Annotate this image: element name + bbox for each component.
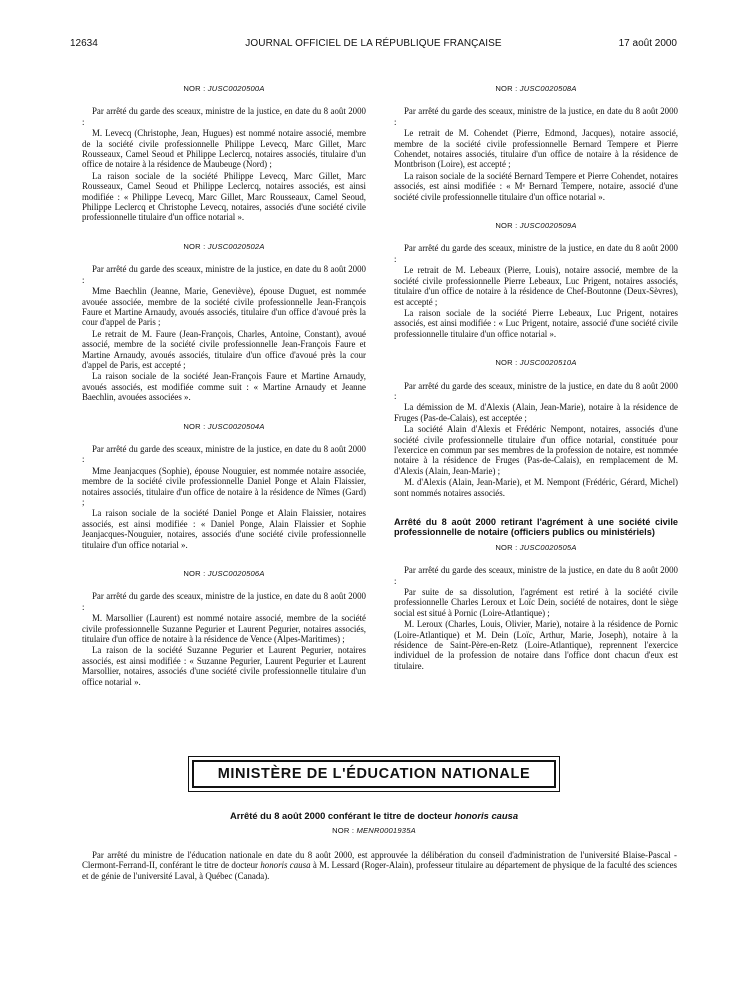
nor-code: MENR0001935A [356,826,416,835]
nor-label: NOR : [495,358,520,368]
article [394,358,678,498]
nor-reference [82,569,366,579]
paragraph: Par arrêté du garde des sceaux, ministre de la justice, en date du 8 août 2000 : [82,443,366,465]
page-number: 12634 [70,38,98,49]
journal-title: JOURNAL OFFICIEL DE LA RÉPUBLIQUE FRANÇAISE [245,38,502,49]
article [394,84,678,202]
decree-title-text: Arrêté du 8 août 2000 conférant le titre de docteur [229,810,455,821]
nor-reference [394,221,678,231]
decree-title [0,810,748,821]
paragraph: M. d'Alexis (Alain, Jean-Marie), et M. Nempont (Frédéric, Gérard, Michel) sont nommés notaires associés. [394,477,678,498]
article [82,84,366,223]
nor-code: JUSC0020504A [207,421,265,431]
nor-label: NOR : [332,826,357,835]
paragraph: La raison sociale de la société Daniel Ponge et Alain Flaissier, notaires associés, est ainsi modifiée : « Daniel Ponge, Alain Flaissier et Sophie Jeanjacques-Nouguier, notaires, associés d'une société civile professionnelle titulaire d'un office notarial ». [82,508,366,550]
paragraph: Par arrêté du garde des sceaux, ministre de la justice, en date du 8 août 2000 : [394,380,678,401]
paragraph: Par arrêté du garde des sceaux, ministre de la justice, en date du 8 août 2000 : [82,106,366,127]
decree-title: Arrêté du 8 août 2000 retirant l'agrément à une société civile professionnelle de notaire (officiers publics ou ministériels) [394,517,678,538]
issue-date: 17 août 2000 [618,38,677,49]
paragraph: La société Alain d'Alexis et Frédéric Nempont, notaires, associés d'une société civile professionnelle titulaire d'un office notarial, constituée pour l'exercice en commun par ses membres de la profession de notaire, est nommée notaire à la résidence de Fruges (Pas-de-Calais), en remplacement de M. d'Alexis (Alain, Jean-Marie) ; [394,424,678,476]
article [82,422,366,550]
decree-text-italic: honoris causa [260,860,311,871]
right-column [394,84,678,690]
paragraph: M. Levecq (Christophe, Jean, Hugues) est nommé notaire associé, membre de la société civile professionnelle Philippe Levecq, Marc Gillet, Marc Rousseaux, Camel Seoud et Philippe Leclercq, notaires associés, titulaire d'un office de notaire à la résidence de Maubeuge (Nord) ; [82,128,366,170]
paragraph: La démission de M. d'Alexis (Alain, Jean-Marie), notaire à la résidence de Fruges (Pas-de-Calais), est acceptée ; [394,402,678,423]
nor-label: NOR : [183,84,208,93]
page-header [70,38,677,52]
paragraph: Mme Jeanjacques (Sophie), épouse Nouguier, est nommée notaire associée, membre de la société civile professionnelle Daniel Ponge et Alain Flaissier, notaires associés, titulaire d'un office de notaire à la résidence de Nîmes (Gard) ; [82,465,366,507]
decree-paragraph [82,850,677,881]
paragraph: Le retrait de M. Cohendet (Pierre, Edmond, Jacques), notaire associé, membre de la société civile professionnelle Bernard Tempere et Pierre Cohendet, notaires associés, titulaire d'un office de notaire à la résidence de Montbrison (Loire), est accepté ; [394,128,678,170]
paragraph: Par arrêté du garde des sceaux, ministre de la justice, en date du 8 août 2000 : [394,106,678,127]
nor-label: NOR : [495,84,520,93]
left-column [82,84,366,706]
nor-reference [394,543,678,553]
nor-reference [82,84,366,94]
paragraph: Par suite de sa dissolution, l'agrément est retiré à la société civile professionnelle Charles Leroux et Loïc Dein, société de notaires, dont le siège social est situé à Pornic (Loire-Atlantique) ; [394,587,678,618]
paragraph: Par arrêté du garde des sceaux, ministre de la justice, en date du 8 août 2000 : [82,591,366,612]
nor-reference [394,358,678,368]
paragraph: M. Leroux (Charles, Louis, Olivier, Marie), notaire à la résidence de Pornic (Loire-Atlantique) et M. Dein (Loïc, Arthur, Marie, Joseph), notaire à la résidence de Saint-Père-en-Retz (Loire-Atlantique), reprennent l'exercice individuel de la profession de notaire dans l'office dont chacun d'eux est titulaire. [394,619,678,671]
nor-code: JUSC0020508A [519,84,577,93]
decree-title-italic: honoris causa [454,810,519,821]
nor-reference [0,826,748,835]
paragraph: Le retrait de M. Lebeaux (Pierre, Louis), notaire associé, membre de la société civile professionnelle Pierre Lebeaux, Luc Prigent, notaires associés, titulaire d'un office de notaire à la résidence de Chef-Boutonne (Deux-Sèvres), est accepté ; [394,265,678,307]
nor-label: NOR : [495,542,520,552]
nor-label: NOR : [183,569,208,579]
paragraph: La raison sociale de la société Philippe Levecq, Marc Gillet, Marc Rousseaux, Camel Seoud et Philippe Leclercq, notaires associés, est ainsi modifiée : « Philippe Levecq, Marc Gillet, Marc Rousseaux, Camel Seoud, Philippe Leclercq et Christophe Levecq, notaires, associés d'une société civile professionnelle titulaire d'un office notarial ». [82,170,366,223]
article [394,221,678,339]
nor-code: JUSC0020502A [207,241,265,251]
paragraph: Le retrait de M. Faure (Jean-François, Charles, Antoine, Constant), avoué associé, membre de la société civile professionnelle Jean-François Faure et Martine Arnaudy, avoués associés, titulaire d'un office d'avoué près la cour d'appel de Paris, est accepté ; [82,328,366,370]
paragraph: Mme Baechlin (Jeanne, Marie, Geneviève), épouse Duguet, est nommée avouée associée, membre de la société civile professionnelle Jean-François Faure et Martine Arnaudy, avoués associés, titulaire d'un office d'avoué près la cour d'appel de Paris ; [82,286,366,328]
paragraph: Par arrêté du garde des sceaux, ministre de la justice, en date du 8 août 2000 : [394,243,678,264]
nor-code: JUSC0020510A [519,358,577,368]
article [82,569,366,687]
nor-label: NOR : [183,421,208,431]
paragraph: Par arrêté du garde des sceaux, ministre de la justice, en date du 8 août 2000 : [394,565,678,586]
paragraph: La raison sociale de la société Jean-François Faure et Martine Arnaudy, avoués associés, est modifiée comme suit : « Martine Arnaudy et Jeanne Baechlin, avouées associées ». [82,371,366,403]
nor-reference [82,242,366,252]
nor-reference [394,84,678,94]
paragraph: La raison de la société Suzanne Pegurier et Laurent Pegurier, notaires associés, est ainsi modifiée : « Suzanne Pegurier, Laurent Pegurier et Laurent Marsollier, notaires, associés d'une société civile professionnelle titulaire d'un office notarial ». [82,645,366,687]
nor-code: JUSC0020506A [207,569,265,579]
nor-code: JUSC0020505A [519,542,577,552]
nor-code: JUSC0020509A [519,221,577,231]
decree-text-part: Par arrêté du ministre de l'éducation nationale en date du 8 août 2000, est approuvée la délibération du conseil d'administration de l'université Blaise-Pascal - Clermont-Ferrand-II, conférant le titre de docteur [82,850,677,871]
ministry-name: MINISTÈRE DE L'ÉDUCATION NATIONALE [192,760,556,788]
article [394,517,678,671]
nor-label: NOR : [495,221,520,231]
article [82,242,366,403]
nor-code: JUSC0020500A [207,84,265,93]
nor-reference [82,422,366,432]
paragraph: La raison sociale de la société Bernard Tempere et Pierre Cohendet, notaires associés, est ainsi modifiée : « Mᵉ Bernard Tempere, notaire, associé d'une société civile professionnelle titulaire d'un office notarial ». [394,170,678,202]
decree-text-part: à M. Lessard (Roger-Alain), professeur titulaire au département de physique de la faculté des sciences et de génie de l'université Laval, à Québec (Canada). [82,860,677,881]
nor-label: NOR : [183,241,208,251]
paragraph: La raison sociale de la société Pierre Lebeaux, Luc Prigent, notaires associés, est ainsi modifiée : « Luc Prigent, notaire, associé d'une société civile professionnelle titulaire d'un office notarial ». [394,307,678,339]
paragraph: Par arrêté du garde des sceaux, ministre de la justice, en date du 8 août 2000 : [82,264,366,285]
paragraph: M. Marsollier (Laurent) est nommé notaire associé, membre de la société civile professionnelle Suzanne Pegurier et Laurent Pegurier, notaires associés, titulaire d'un office de notaire à la résidence de Vence (Alpes-Maritimes) ; [82,613,366,645]
ministry-heading-box [188,756,560,792]
